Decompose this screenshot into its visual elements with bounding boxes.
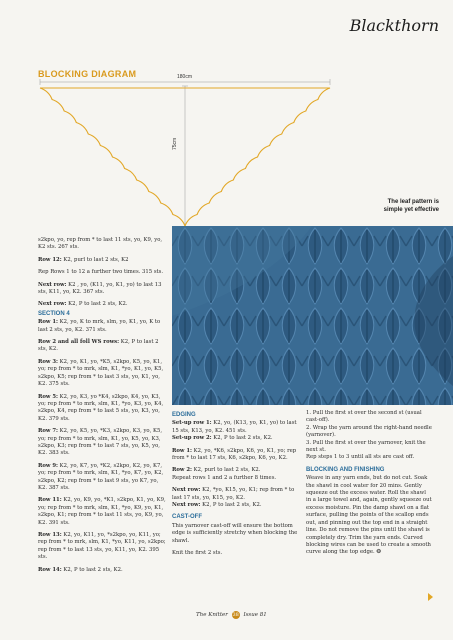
row-label: Row 1: xyxy=(38,319,58,326)
paragraph: Next row: K2, P to last 2 sts, K2. xyxy=(38,301,128,308)
text-column-1 xyxy=(38,237,168,579)
paragraph: Row 14: K2, P to last 2 sts, K2. xyxy=(38,566,123,573)
row-label: Next row: xyxy=(38,301,67,308)
paragraph: Row 12: K2, purl to last 2 sts, K2 xyxy=(38,256,129,263)
row-label: Row 1: xyxy=(172,447,192,454)
paragraph: Row 1: K2, yo, *K6, s2kpo, K6, yo, K1, yo; rep from * to last 17 sts, K6, s2kpo, K6, yo, K2. xyxy=(172,447,297,462)
caption-line: simple yet effective xyxy=(383,207,439,213)
paragraph: Rep steps 1 to 3 until all sts are cast off. xyxy=(306,454,415,461)
row-label: Next row: xyxy=(172,502,201,509)
row-label: Row 3: xyxy=(38,358,58,365)
diagram-depth-label: 75cm xyxy=(172,137,178,150)
paragraph: Rep Rows 1 to 12 a further two times. 315 sts. xyxy=(38,269,164,276)
magazine-name: The Knitter xyxy=(196,612,228,618)
text-column-2 xyxy=(172,410,299,563)
paragraph: Row 2: K2, purl to last 2 sts, K2. xyxy=(172,467,261,474)
row-label: Next row: xyxy=(172,487,201,494)
paragraph: This yarnover cast-off will ensure the bottom edge is sufficiently stretchy when blocking the shawl. xyxy=(172,522,298,544)
paragraph: Row 2 and all foll WS rows: K2, P to last 2 sts, K2. xyxy=(38,339,159,353)
row-label: Row 2: xyxy=(172,467,192,474)
paragraph: Row 13: K2, yo, K11, yo, *s2kpo, yo, K11, yo; rep from * to mrk, slm, K1, *yo, K11, yo, s2kpo; rep from * to last 13 sts, yo, K11, yo, K2. 395 sts. xyxy=(38,532,166,561)
paragraph: Row 9: K2, yo, K7, yo, *K2, s2kpo, K2, yo, K7, yo; rep from * to mrk, slm, K1, *yo, K7, yo, K2, s2kpo, K2; rep from * to last 9 sts, yo K7, yo, K2. 387 sts. xyxy=(38,462,164,491)
paragraph: Row 3: K2, yo, K1, yo, *K5, s2kpo, K5, yo, K1, yo; rep from * to mrk, slm, K1, *yo, K1, yo, K5, s2kpo, K5; rep from * to last 3 sts, yo, K1, yo, K2. 375 sts. xyxy=(38,358,164,388)
row-label: Set-up row 1: xyxy=(172,420,212,427)
paragraph: Row 1: K2, yo, K to mrk, slm, yo, K1, yo, K to last 2 sts, yo, K2. 371 sts. xyxy=(38,319,161,333)
paragraph: Weave in any yarn ends, but do not cut. Soak the shawl in cool water for 20 mins. Gently squeeze out the excess water. Roll the shawl in a large towel and, again, gently squeeze out excess moisture. Pin the damp shawl on a flat surface, pulling the points of the scallop ends out, and pinning out the top end in a straight line. Do not remove the pins until the shawl is completely dry. Trim the yarn ends. Curved blocking wires can be used to create a smooth curve along the top edge. ❂ xyxy=(306,475,432,556)
diagram-width-label: 180cm xyxy=(177,74,193,80)
paragraph: Row 5: K2, yo, K3, yo *K4, s2kpo, K4, yo, K3, yo; rep from * to mrk, slm, K1, *yo, K3, yo, K4, s2kpo, K4, rep from * to last 5 sts, yo, K3, yo, K2. 379 sts. xyxy=(38,393,164,422)
paragraph: 3. Pull the first st over the yarnover, knit the next st. xyxy=(306,439,426,454)
page-title: Blackthorn xyxy=(349,16,439,35)
paragraph: Next row: K2, P to last 2 sts, K2. xyxy=(172,502,262,509)
section-heading: SECTION 4 xyxy=(38,310,70,317)
paragraph: Repeat rows 1 and 2 a further 8 times. xyxy=(172,474,277,481)
section-heading: EDGING xyxy=(172,412,196,418)
shawl-photo xyxy=(172,226,453,405)
paragraph: s2kpo, yo, rep from * to last 11 sts, yo, K9, yo, K2 sts. 267 sts. xyxy=(38,237,163,251)
row-label: Row 7: xyxy=(38,428,58,435)
row-label: Next row: xyxy=(38,281,67,288)
paragraph: Next row: K2 , yo, (K11, yo, K1, yo) to last 13 sts, K11, yo, K2. 367 sts. xyxy=(38,281,162,296)
row-label: Row 5: xyxy=(38,393,58,400)
paragraph: Set-up row 2: K2, P to last 2 sts, K2. xyxy=(172,435,273,442)
row-label: Set-up row 2: xyxy=(172,435,212,442)
issue-number: Issue 81 xyxy=(243,612,267,618)
text-column-3 xyxy=(306,410,432,562)
row-label: Row 9: xyxy=(38,462,58,469)
page-footer xyxy=(196,611,267,619)
row-label: Row 11: xyxy=(38,497,62,504)
paragraph: 2. Wrap the yarn around the right-hand needle (yarnover). xyxy=(306,424,432,439)
paragraph: Row 7: K2, yo, K5, yo, *K3, s2kpo, K3, yo, K5, yo; rep from * to mrk, slm, K1, yo, K5, yo, K3, s2kpo, K3; rep from * to last 7 sts, yo, K5, yo, K2. 383 sts. xyxy=(38,428,162,457)
paragraph: 1. Pull the first st over the second st (usual cast-off). xyxy=(306,410,422,424)
diagram-heading: BLOCKING DIAGRAM xyxy=(38,69,137,79)
blocking-diagram xyxy=(0,0,453,230)
page-number: 38 xyxy=(232,612,239,618)
section-heading: BLOCKING AND FINISHING xyxy=(306,466,385,473)
row-label: Row 2 and all foll WS rows: xyxy=(38,339,120,346)
next-page-arrow-icon xyxy=(428,593,433,601)
paragraph: Knit the first 2 sts. xyxy=(172,550,223,557)
paragraph: Next row: K2, *yo, K15, yo, K1; rep from * to last 17 sts, yo, K15, yo, K2. xyxy=(172,487,295,501)
paragraph: Set-up row 1: K2, yo, (K13, yo, K1, yo) to last 15 sts, K13, yo, K2. 451 sts. xyxy=(172,420,297,434)
caption-line: The leaf pattern is xyxy=(387,199,439,205)
row-label: Row 12: xyxy=(38,256,62,263)
section-heading: CAST-OFF xyxy=(172,514,202,521)
row-label: Row 14: xyxy=(38,566,62,573)
paragraph: Row 11: K2, yo, K9, yo, *K1, s2kpo, K1, yo, K9, yo; rep from * to mrk, slm, K1, *yo, K9, yo, K1, s2kpo, K1; rep from * to last 11 sts, yo, K9, yo, K2. 391 sts. xyxy=(38,497,166,526)
row-label: Row 13: xyxy=(38,532,62,538)
photo-caption xyxy=(384,198,439,214)
